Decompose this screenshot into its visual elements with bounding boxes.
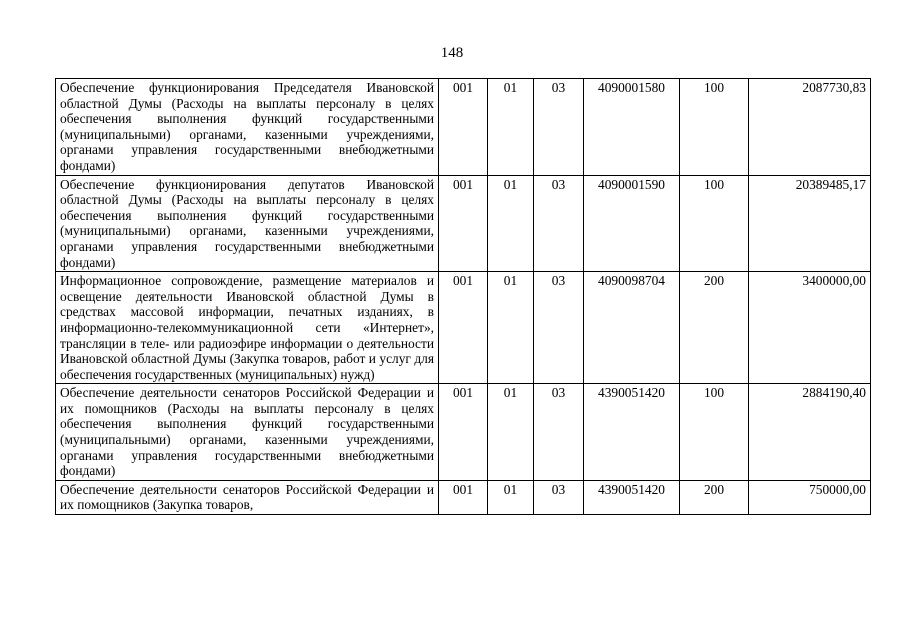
subsection-code: 03	[534, 175, 584, 272]
amount: 2884190,40	[749, 384, 871, 481]
section-code: 01	[488, 272, 534, 384]
section-code: 01	[488, 175, 534, 272]
target-article-code: 4390051420	[584, 480, 680, 514]
expense-type-code: 100	[680, 79, 749, 176]
subsection-code: 03	[534, 480, 584, 514]
ministry-code: 001	[439, 384, 488, 481]
section-code: 01	[488, 384, 534, 481]
expense-type-code: 200	[680, 480, 749, 514]
subsection-code: 03	[534, 79, 584, 176]
amount: 3400000,00	[749, 272, 871, 384]
target-article-code: 4090001580	[584, 79, 680, 176]
table-row	[56, 480, 871, 514]
expense-type-code: 100	[680, 384, 749, 481]
target-article-code: 4390051420	[584, 384, 680, 481]
table-row	[56, 384, 871, 481]
amount: 750000,00	[749, 480, 871, 514]
expense-type-code: 200	[680, 272, 749, 384]
target-article-code: 4090001590	[584, 175, 680, 272]
section-code: 01	[488, 79, 534, 176]
page-number: 148	[440, 45, 464, 61]
expense-type-code: 100	[680, 175, 749, 272]
ministry-code: 001	[439, 79, 488, 176]
amount: 20389485,17	[749, 175, 871, 272]
row-description: Информационное сопровождение, размещение материалов и освещение деятельности Ивановской областной Думы в средствах массовой информации, печатных изданиях, в информационно-телекоммуникационной сети «Интернет», трансляции в теле- или радиоэфире информации о деятельности Ивановской областной Думы (Закупка товаров, работ и услуг для обеспечения государственных (муниципальных) нужд)	[56, 272, 439, 384]
table-row	[56, 175, 871, 272]
row-description: Обеспечение функционирования Председателя Ивановской областной Думы (Расходы на выплаты персоналу в целях обеспечения выполнения функций государственными (муниципальными) органами, казенными учреждениями, органами управления государственными внебюджетными фондами)	[56, 79, 439, 176]
row-description: Обеспечение деятельности сенаторов Российской Федерации и их помощников (Закупка товаров,	[56, 480, 439, 514]
section-code: 01	[488, 480, 534, 514]
ministry-code: 001	[439, 272, 488, 384]
table-row	[56, 79, 871, 176]
row-description: Обеспечение деятельности сенаторов Российской Федерации и их помощников (Расходы на выплаты персоналу в целях обеспечения выполнения функций государственными (муниципальными) органами, казенными учреждениями, органами управления государственными внебюджетными фондами)	[56, 384, 439, 481]
amount: 2087730,83	[749, 79, 871, 176]
ministry-code: 001	[439, 175, 488, 272]
ministry-code: 001	[439, 480, 488, 514]
row-description: Обеспечение функционирования депутатов Ивановской областной Думы (Расходы на выплаты персоналу в целях обеспечения выполнения функций государственными (муниципальными) органами, казенными учреждениями, органами управления государственными внебюджетными фондами)	[56, 175, 439, 272]
subsection-code: 03	[534, 384, 584, 481]
subsection-code: 03	[534, 272, 584, 384]
budget-table	[55, 78, 871, 515]
table-row	[56, 272, 871, 384]
target-article-code: 4090098704	[584, 272, 680, 384]
